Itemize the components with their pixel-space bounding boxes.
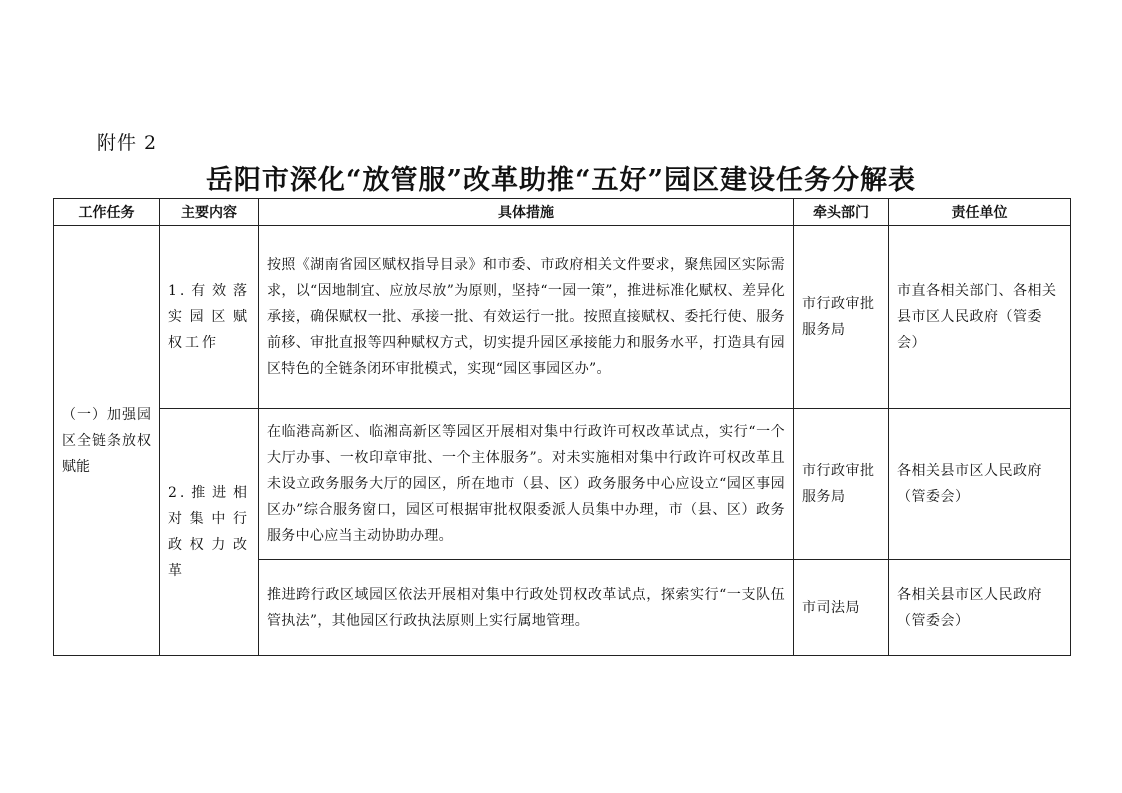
header-main-content: 主要内容	[160, 199, 259, 226]
responsible-unit-cell: 各相关县市区人民政府（管委会）	[889, 409, 1071, 560]
header-specific-measures: 具体措施	[259, 199, 794, 226]
header-work-task: 工作任务	[54, 199, 160, 226]
header-responsible-unit: 责任单位	[889, 199, 1071, 226]
lead-department-cell: 市司法局	[794, 560, 889, 656]
responsible-unit-cell: 市直各相关部门、各相关县市区人民政府（管委会）	[889, 226, 1071, 409]
table-row	[54, 226, 1071, 409]
table-header-row	[54, 199, 1071, 226]
header-lead-department: 牵头部门	[794, 199, 889, 226]
lead-department-cell: 市行政审批服务局	[794, 226, 889, 409]
document-title: 岳阳市深化“放管服”改革助推“五好”园区建设任务分解表	[205, 165, 917, 196]
table-row	[54, 409, 1071, 560]
measure-cell: 按照《湖南省园区赋权指导目录》和市委、市政府相关文件要求，聚焦园区实际需求，以“因地制宜、应放尽放”为原则，坚持“一园一策”，推进标准化赋权、差异化承接，确保赋权一批、承接一批、有效运行一批。按照直接赋权、委托行使、服务前移、审批直报等四种赋权方式，切实提升园区承接能力和服务水平，打造具有园区特色的全链条闭环审批模式，实现“园区事园区办”。	[259, 226, 794, 409]
content-cell: 2.推进相对集中行政权力改革	[160, 409, 259, 656]
lead-department-cell: 市行政审批服务局	[794, 409, 889, 560]
measure-cell: 推进跨行政区域园区依法开展相对集中行政处罚权改革试点，探索实行“一支队伍管执法”，其他园区行政执法原则上实行属地管理。	[259, 560, 794, 656]
task-breakdown-table	[53, 198, 1071, 656]
responsible-unit-cell: 各相关县市区人民政府（管委会）	[889, 560, 1071, 656]
attachment-label: 附件 2	[97, 132, 158, 154]
content-cell: 1.有效落实园区赋权工作	[160, 226, 259, 409]
task-group-cell: （一）加强园区全链条放权赋能	[54, 226, 160, 656]
measure-cell: 在临港高新区、临湘高新区等园区开展相对集中行政许可权改革试点，实行“一个大厅办事、一枚印章审批、一个主体服务”。对未实施相对集中行政许可权改革且未设立政务服务大厅的园区，所在地市（县、区）政务服务中心应设立“园区事园区办”综合服务窗口，园区可根据审批权限委派人员集中办理，市（县、区）政务服务中心应当主动协助办理。	[259, 409, 794, 560]
